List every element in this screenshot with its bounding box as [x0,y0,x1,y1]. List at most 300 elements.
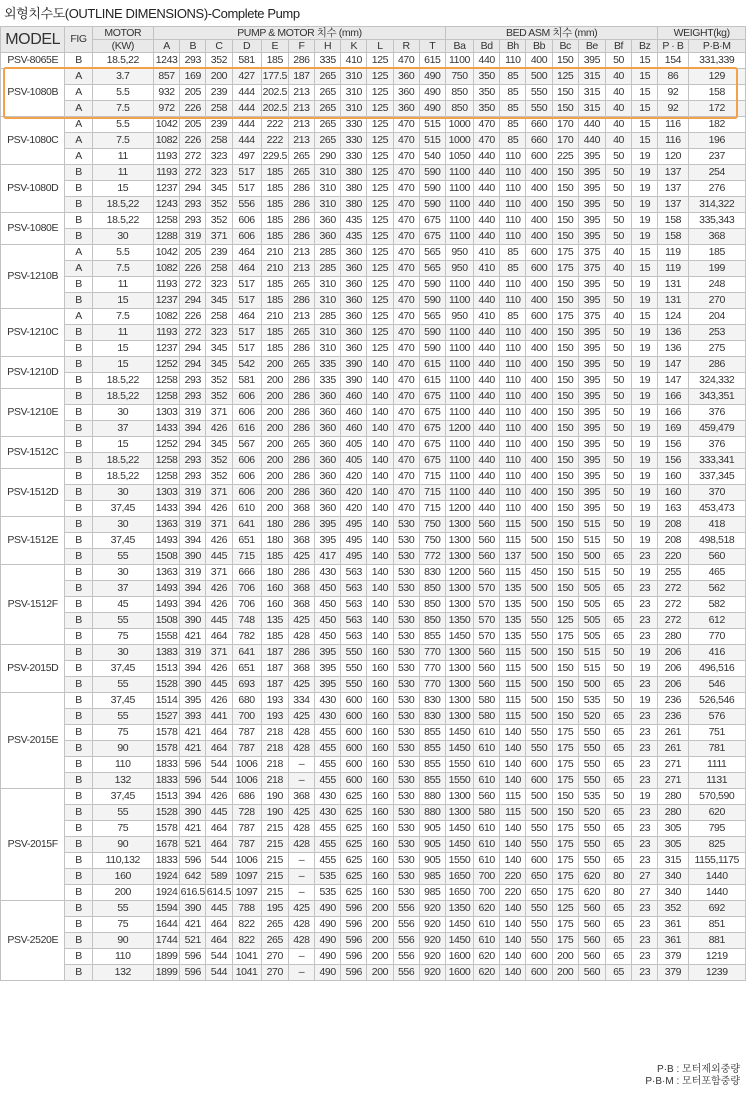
dimension-cell: 1100 [445,453,473,469]
dimension-cell: 1288 [153,229,179,245]
dimension-cell: 425 [288,709,314,725]
dimension-cell: 440 [474,501,500,517]
fig-cell: B [65,469,92,485]
dimension-cell: 200 [261,373,288,389]
dimension-cell: 530 [393,773,419,789]
header-col-f: F [288,40,314,53]
dimension-cell: 23 [632,629,658,645]
dimension-cell: 140 [500,821,526,837]
dimension-cell: 563 [341,597,367,613]
dimension-cell: 715 [419,485,445,501]
dimension-cell: 470 [393,405,419,421]
dimension-cell: 450 [526,565,552,581]
dimension-cell: 319 [180,565,206,581]
dimension-cell: 530 [393,629,419,645]
dimension-cell: 445 [206,901,232,917]
dimension-cell: 394 [180,661,206,677]
dimension-cell: 19 [632,645,658,661]
fig-cell: B [65,421,92,437]
dimension-cell: 40 [605,85,631,101]
dimension-cell: 1006 [232,773,261,789]
dimension-cell: 23 [632,613,658,629]
fig-cell: B [65,565,92,581]
dimension-cell: 426 [206,421,232,437]
dimension-cell: 556 [232,197,261,213]
motor-kw-cell: 37,45 [92,693,153,709]
dimension-cell: 470 [393,293,419,309]
dimension-cell: 650 [526,869,552,885]
weight-cell: 272 [658,613,688,629]
motor-kw-cell: 75 [92,725,153,741]
dimension-cell: 606 [232,469,261,485]
weight-cell: 795 [688,821,745,837]
header-col-c: C [206,40,232,53]
dimension-cell: 380 [341,165,367,181]
dimension-cell: 335 [315,373,341,389]
dimension-cell: 137 [500,549,526,565]
dimension-cell: 265 [315,85,341,101]
dimension-cell: 544 [206,853,232,869]
dimension-cell: 200 [367,917,393,933]
model-cell: PSV-1210E [1,389,65,437]
dimension-cell: 23 [632,757,658,773]
dimension-cell: 400 [526,373,552,389]
dimension-cell: 1243 [153,197,179,213]
dimension-cell: 535 [315,885,341,901]
dimension-cell: 395 [578,341,605,357]
dimension-cell: 1300 [445,517,473,533]
dimension-cell: 440 [474,277,500,293]
weight-cell: 333,341 [688,453,745,469]
dimension-cell: 675 [419,213,445,229]
dimension-cell: 65 [605,549,631,565]
dimension-cell: 580 [474,805,500,821]
table-row [1,117,746,133]
fig-cell: B [65,581,92,597]
dimension-cell: 286 [288,405,314,421]
dimension-cell: 395 [315,517,341,533]
weight-cell: 692 [688,901,745,917]
dimension-cell: 530 [393,821,419,837]
dimension-cell: 115 [500,693,526,709]
dimension-cell: 560 [474,677,500,693]
dimension-cell: 1644 [153,917,179,933]
dimension-cell: 293 [180,53,206,69]
dimension-cell: 115 [500,517,526,533]
dimension-cell: 360 [315,213,341,229]
dimension-cell: 40 [605,245,631,261]
dimension-cell: 517 [232,325,261,341]
weight-cell: 236 [658,709,688,725]
dimension-cell: 1100 [445,341,473,357]
dimension-cell: 200 [367,901,393,917]
dimension-cell: 440 [474,293,500,309]
dimension-cell: 125 [367,277,393,293]
dimension-cell: 464 [206,933,232,949]
dimension-cell: 286 [288,341,314,357]
table-row [1,389,746,405]
dimension-cell: 521 [180,837,206,853]
weight-cell: 124 [658,309,688,325]
dimension-cell: 1252 [153,357,179,373]
dimension-cell: 110 [500,149,526,165]
dimension-cell: 470 [393,117,419,133]
motor-kw-cell: 55 [92,613,153,629]
model-cell: PSV-1210D [1,357,65,389]
dimension-cell: 293 [180,197,206,213]
fig-cell: A [65,245,92,261]
weight-cell: 160 [658,469,688,485]
weight-cell: 166 [658,405,688,421]
motor-kw-cell: 30 [92,229,153,245]
weight-cell: 280 [658,789,688,805]
header-col-d: D [232,40,261,53]
dimension-cell: 200 [261,357,288,373]
table-row [1,229,746,245]
dimension-cell: 1363 [153,517,179,533]
dimension-cell: 550 [578,853,605,869]
dimension-cell: 1508 [153,549,179,565]
dimension-cell: 1744 [153,933,179,949]
dimension-cell: 150 [552,437,578,453]
dimension-cell: 1050 [445,149,473,165]
dimension-cell: 400 [526,357,552,373]
dimension-cell: 596 [180,949,206,965]
dimension-cell: 1082 [153,261,179,277]
dimension-cell: 395 [315,645,341,661]
header-col-r: R [393,40,419,53]
dimension-cell: 1300 [445,597,473,613]
dimension-cell: 395 [578,165,605,181]
dimension-cell: 50 [605,341,631,357]
dimension-cell: 160 [367,709,393,725]
dimension-cell: 1527 [153,709,179,725]
dimension-cell: 1508 [153,613,179,629]
dimension-cell: 394 [180,789,206,805]
dimension-cell: 515 [578,661,605,677]
dimension-cell: 319 [180,645,206,661]
dimension-cell: 395 [180,693,206,709]
dimension-cell: 330 [341,149,367,165]
weight-cell: 337,345 [688,469,745,485]
dimension-cell: 615 [419,357,445,373]
dimension-cell: 1899 [153,965,179,981]
dimension-cell: 160 [261,597,288,613]
header-col-bf: Bf [605,40,631,53]
dimension-cell: 1678 [153,837,179,853]
dimension-cell: 1493 [153,533,179,549]
dimension-cell: 550 [341,661,367,677]
dimension-cell: 470 [393,309,419,325]
dimension-cell: 215 [261,821,288,837]
dimension-cell: 50 [605,693,631,709]
dimension-cell: 850 [445,101,473,117]
dimension-cell: 15 [632,117,658,133]
dimension-cell: 140 [367,405,393,421]
dimension-cell: 65 [605,773,631,789]
dimension-cell: 600 [526,309,552,325]
dimension-cell: 1600 [445,965,473,981]
dimension-cell: 65 [605,629,631,645]
table-row [1,773,746,789]
table-row [1,165,746,181]
dimension-cell: 23 [632,677,658,693]
dimension-cell: 160 [367,757,393,773]
table-row [1,469,746,485]
dimension-cell: 500 [526,677,552,693]
dimension-cell: 590 [419,341,445,357]
table-row [1,901,746,917]
weight-cell: 92 [658,101,688,117]
dimension-cell: 125 [367,101,393,117]
weight-cell: 119 [658,261,688,277]
dimension-cell: 150 [552,357,578,373]
dimension-cell: 428 [288,933,314,949]
motor-kw-cell: 75 [92,917,153,933]
dimension-cell: 464 [206,821,232,837]
dimension-cell: 150 [552,325,578,341]
weight-cell: 172 [688,101,745,117]
dimension-cell: 675 [419,421,445,437]
dimension-cell: 430 [315,709,341,725]
dimension-cell: 782 [232,629,261,645]
weight-cell: 1131 [688,773,745,789]
table-row [1,613,746,629]
dimension-cell: 1200 [445,565,473,581]
dimension-cell: 125 [367,293,393,309]
dimension-cell: 650 [526,885,552,901]
dimension-cell: 1100 [445,389,473,405]
dimension-cell: 360 [341,325,367,341]
dimension-cell: 140 [367,597,393,613]
dimension-cell: 330 [341,117,367,133]
dimension-cell: 286 [288,517,314,533]
dimension-cell: 360 [393,85,419,101]
dimension-cell: 625 [341,821,367,837]
dimension-cell: 1193 [153,277,179,293]
dimension-cell: 435 [341,229,367,245]
dimension-cell: 606 [232,389,261,405]
dimension-cell: 855 [419,741,445,757]
dimension-cell: 1252 [153,437,179,453]
motor-kw-cell: 200 [92,885,153,901]
dimension-cell: 19 [632,149,658,165]
table-row [1,85,746,101]
dimension-cell: 200 [261,501,288,517]
dimension-cell: 590 [419,165,445,181]
dimension-cell: 600 [526,853,552,869]
table-row [1,405,746,421]
dimension-cell: 500 [526,533,552,549]
dimension-cell: 620 [578,885,605,901]
weight-cell: 361 [658,917,688,933]
dimension-cell: 286 [288,229,314,245]
weight-cell: 340 [658,885,688,901]
table-row [1,341,746,357]
weight-cell: 271 [658,773,688,789]
dimension-cell: 50 [605,789,631,805]
dimension-cell: 470 [393,181,419,197]
dimension-cell: 239 [206,245,232,261]
fig-cell: B [65,949,92,965]
weight-cell: 1239 [688,965,745,981]
dimension-cell: 205 [180,117,206,133]
weight-cell: 276 [688,181,745,197]
dimension-cell: 310 [341,85,367,101]
weight-cell: 163 [658,501,688,517]
dimension-cell: 1082 [153,133,179,149]
dimension-cell: 65 [605,933,631,949]
dimension-cell: 495 [341,533,367,549]
motor-kw-cell: 37 [92,581,153,597]
dimension-cell: 1200 [445,501,473,517]
weight-cell: 206 [658,661,688,677]
dimension-cell: 444 [232,133,261,149]
dimension-cell: 394 [180,581,206,597]
dimension-cell: 125 [367,309,393,325]
dimension-cell: 440 [474,341,500,357]
dimension-cell: 610 [474,933,500,949]
dimension-cell: 517 [232,165,261,181]
dimension-cell: 560 [578,901,605,917]
dimension-cell: 490 [315,917,341,933]
dimension-cell: 606 [232,405,261,421]
motor-kw-cell: 7.5 [92,309,153,325]
dimension-cell: 319 [180,405,206,421]
dimension-cell: 550 [526,821,552,837]
dimension-cell: 440 [474,389,500,405]
dimension-cell: 185 [261,293,288,309]
dimension-cell: 272 [180,325,206,341]
dimension-cell: 352 [206,53,232,69]
motor-kw-cell: 18.5,22 [92,389,153,405]
dimension-cell: 590 [419,277,445,293]
dimension-cell: 185 [261,629,288,645]
dimension-cell: 1514 [153,693,179,709]
dimension-cell: 530 [393,533,419,549]
dimension-cell: 65 [605,581,631,597]
dimension-cell: 140 [367,533,393,549]
dimension-cell: 265 [261,917,288,933]
dimension-cell: 200 [552,965,578,981]
dimension-cell: 319 [180,485,206,501]
dimension-cell: 350 [474,69,500,85]
dimension-cell: 490 [419,101,445,117]
fig-cell: B [65,501,92,517]
dimension-cell: 1100 [445,373,473,389]
dimension-cell: 334 [288,693,314,709]
dimension-cell: 15 [632,85,658,101]
dimension-cell: 610 [474,773,500,789]
dimension-cell: 560 [474,789,500,805]
dimension-cell: 560 [474,517,500,533]
dimension-cell: 455 [315,741,341,757]
dimension-cell: 110 [500,437,526,453]
header-weight: WEIGHT(kg) [658,27,746,40]
fig-cell: A [65,309,92,325]
dimension-cell: 1100 [445,469,473,485]
dimension-cell: 15 [632,133,658,149]
dimension-cell: 65 [605,757,631,773]
dimension-cell: 1000 [445,133,473,149]
model-cell: PSV-2015D [1,645,65,693]
dimension-cell: 319 [180,229,206,245]
dimension-cell: 180 [261,565,288,581]
dimension-cell: 150 [552,373,578,389]
dimension-cell: 110 [500,357,526,373]
dimension-cell: 517 [232,277,261,293]
dimension-cell: 450 [315,581,341,597]
dimension-cell: 150 [552,197,578,213]
dimension-cell: 788 [232,901,261,917]
dimension-cell: 1042 [153,117,179,133]
dimension-cell: 560 [474,661,500,677]
dimension-cell: 220 [500,885,526,901]
dimension-cell: 550 [526,613,552,629]
dimension-cell: 23 [632,949,658,965]
dimension-cell: 125 [367,149,393,165]
motor-kw-cell: 30 [92,517,153,533]
weight-cell: 305 [658,821,688,837]
dimension-cell: 23 [632,837,658,853]
dimension-cell: 310 [315,165,341,181]
dimension-cell: 550 [341,645,367,661]
dimension-cell: 310 [315,325,341,341]
dimension-cell: 606 [232,485,261,501]
dimension-cell: 1550 [445,773,473,789]
dimension-cell: 140 [500,757,526,773]
weight-cell: 248 [688,277,745,293]
dimension-cell: 706 [232,597,261,613]
dimension-cell: 1450 [445,725,473,741]
dimension-cell: 394 [180,501,206,517]
dimension-cell: 520 [578,709,605,725]
motor-kw-cell: 7.5 [92,101,153,117]
dimension-cell: 50 [605,453,631,469]
weight-cell: 280 [658,629,688,645]
dimension-cell: 460 [341,389,367,405]
fig-cell: B [65,341,92,357]
dimension-cell: 589 [206,869,232,885]
dimension-cell: 470 [393,245,419,261]
dimension-cell: 460 [341,405,367,421]
dimension-cell: 15 [632,101,658,117]
dimension-cell: 286 [288,565,314,581]
weight-cell: 1155,1175 [688,853,745,869]
dimension-cell: 125 [552,69,578,85]
dimension-cell: 395 [578,293,605,309]
table-row [1,677,746,693]
dimension-cell: 150 [552,517,578,533]
dimension-cell: 65 [605,853,631,869]
dimension-cell: 1300 [445,677,473,693]
dimension-cell: 600 [526,261,552,277]
dimension-cell: 750 [445,69,473,85]
dimension-cell: 50 [605,389,631,405]
dimension-cell: 855 [419,629,445,645]
dimension-cell: 550 [578,757,605,773]
dimension-cell: 1433 [153,421,179,437]
dimension-cell: 125 [367,85,393,101]
dimension-cell: 515 [578,645,605,661]
dimension-cell: 1303 [153,485,179,501]
dimension-cell: 550 [526,837,552,853]
weight-cell: 881 [688,933,745,949]
table-row [1,245,746,261]
weight-cell: 185 [688,245,745,261]
dimension-cell: 748 [232,613,261,629]
fig-cell: B [65,677,92,693]
